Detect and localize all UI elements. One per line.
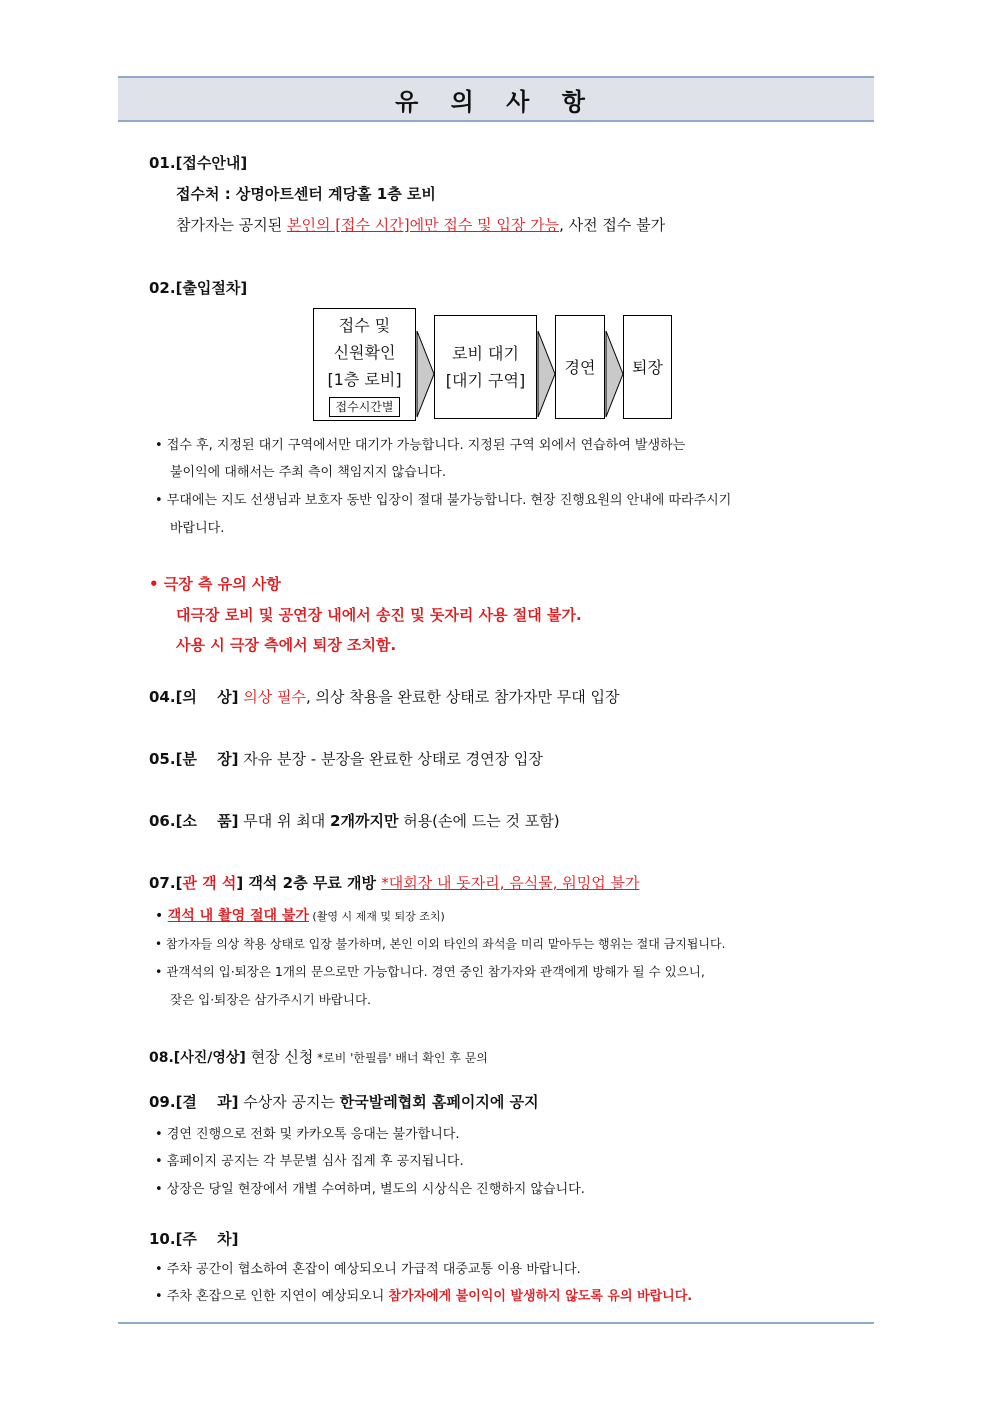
- s07-heading-line: [149, 872, 639, 893]
- s05-heading: 05.[분 장]: [149, 750, 239, 768]
- flow-box1-sub: 접수시간별: [329, 397, 401, 417]
- s06-rest2: 허용(손에 드는 것 포함): [398, 812, 560, 830]
- s07-h-red: 관 객 석: [182, 874, 237, 892]
- s04-heading: 04.[의 상]: [149, 688, 239, 706]
- s07-h-a: 07.[: [149, 874, 183, 892]
- flow-box3-label: 경연: [564, 357, 596, 377]
- s01-line2-a: 참가자는 공지된: [176, 216, 287, 234]
- s09-bold: 한국발레협회 홈페이지에 공지: [339, 1093, 539, 1111]
- s09-bullet1: • 경연 진행으로 전화 및 카카오톡 응대는 불가합니다.: [155, 1127, 460, 1142]
- s02-bullet1-line2: 불이익에 대해서는 주최 측이 책임지지 않습니다.: [170, 465, 446, 480]
- s05-rest: 자유 분장 - 분장을 완료한 상태로 경연장 입장: [238, 750, 543, 768]
- s08-rest: 현장 신청: [245, 1048, 314, 1066]
- s09-bullet2: • 홈페이지 공지는 각 부문별 심사 집계 후 공지됩니다.: [155, 1154, 464, 1169]
- s01-heading: 01.[접수안내]: [149, 154, 248, 172]
- s07-bullet2: • 참가자들 의상 착용 상태로 입장 불가하며, 본인 이외 타인의 좌석을 미리 맡아두는 행위는 절대 금지됩니다.: [155, 937, 726, 951]
- flow-box2-line: 로비 대기: [452, 344, 519, 363]
- flow-box-exit: [623, 315, 672, 419]
- s04-rest: , 의상 착용을 완료한 상태로 참가자만 무대 입장: [306, 688, 620, 706]
- s09-rest: 수상자 공지는: [238, 1093, 340, 1111]
- s06-heading: 06.[소 품]: [149, 812, 239, 830]
- s10-heading: 10.[주 차]: [149, 1230, 239, 1248]
- page-title: 유 의 사 항: [395, 87, 597, 116]
- s06-line: [149, 810, 560, 831]
- s04-red: 의상 필수: [238, 688, 306, 706]
- bottom-divider: [118, 1322, 874, 1324]
- s07-bullet3-line1: • 관객석의 입·퇴장은 1개의 문으로만 가능합니다. 경연 중인 참가자와 관객에게 방해가 될 수 있으니,: [155, 964, 705, 979]
- s07-b1-red: 객석 내 촬영 절대 불가: [167, 908, 309, 924]
- flow-box1-line: [1층 로비]: [327, 370, 402, 389]
- s08-heading: 08.[사진/영상]: [149, 1050, 246, 1066]
- s07-bullet1: [155, 905, 445, 925]
- flow-arrow-icon: [416, 330, 436, 418]
- s07-h-b: ]: [236, 874, 244, 892]
- s04-line: [149, 686, 619, 707]
- s07-b1-rest: (촬영 시 제재 및 퇴장 조치): [308, 910, 445, 923]
- theater-heading: • 극장 측 유의 사항: [149, 575, 281, 593]
- s02-bullet2-line2: 바랍니다.: [170, 521, 225, 536]
- s07-h-note: *대회장 내 돗자리, 음식물, 워밍업 불가: [381, 874, 640, 892]
- s09-line: [149, 1091, 539, 1112]
- flow-box1-line: 신원확인: [333, 343, 396, 362]
- s02-bullet2-line1: • 무대에는 지도 선생님과 보호자 동반 입장이 절대 불가능합니다. 현장 진행요원의 안내에 따라주시기: [155, 493, 732, 508]
- s01-line2: [176, 214, 665, 235]
- theater-line2: 사용 시 극장 측에서 퇴장 조치함.: [176, 636, 397, 654]
- s10-b2-red: 참가자에게 불이익이 발생하지 않도록 유의 바랍니다.: [388, 1289, 693, 1304]
- flow-arrow-icon: [537, 330, 557, 418]
- s02-bullet1-line1: • 접수 후, 지정된 대기 구역에서만 대기가 가능합니다. 지정된 구역 외에서 연습하여 발생하는: [155, 438, 686, 453]
- flow-box-checkin: [313, 308, 416, 421]
- theater-line1: 대극장 로비 및 공연장 내에서 송진 및 돗자리 사용 절대 불가.: [176, 606, 582, 624]
- s09-bullet3: • 상장은 당일 현장에서 개별 수여하며, 별도의 시상식은 진행하지 않습니다.: [155, 1182, 585, 1197]
- s01-line1: 접수처 : 상명아트센터 계당홀 1층 로비: [176, 185, 436, 203]
- title-bar: [118, 76, 874, 122]
- flow-box-performance: [555, 315, 605, 419]
- s07-b1-bullet: •: [155, 908, 168, 924]
- s05-line: [149, 748, 543, 769]
- s08-note: *로비 '한필름' 배너 확인 후 문의: [313, 1051, 488, 1065]
- flow-arrow-icon: [605, 330, 625, 418]
- flow-box-lobby: [434, 315, 537, 419]
- s07-bullet3-line2: 잦은 입·퇴장은 삼가주시기 바랍니다.: [170, 992, 371, 1007]
- s02-heading: 02.[출입절차]: [149, 279, 248, 297]
- s10-bullet1: • 주차 공간이 협소하여 혼잡이 예상되오니 가급적 대중교통 이용 바랍니다.: [155, 1262, 581, 1277]
- s01-line2-red: 본인의 [접수 시간]에만 접수 및 입장 가능: [286, 216, 560, 234]
- s08-line: [149, 1046, 488, 1067]
- flow-box4-label: 퇴장: [632, 357, 663, 377]
- s01-line2-b: , 사전 접수 불가: [559, 216, 666, 234]
- s10-bullet2: [155, 1285, 692, 1304]
- s06-bold: 2개까지만: [330, 812, 399, 830]
- s10-b2-a: • 주차 혼잡으로 인한 지연이 예상되오니: [155, 1289, 389, 1304]
- flow-box1-line: 접수 및: [338, 316, 391, 335]
- flow-box2-line: [대기 구역]: [445, 371, 526, 390]
- s07-h-rest: 객석 2층 무료 개방: [243, 874, 382, 892]
- s09-heading: 09.[결 과]: [149, 1093, 239, 1111]
- s06-rest: 무대 위 최대: [238, 812, 331, 830]
